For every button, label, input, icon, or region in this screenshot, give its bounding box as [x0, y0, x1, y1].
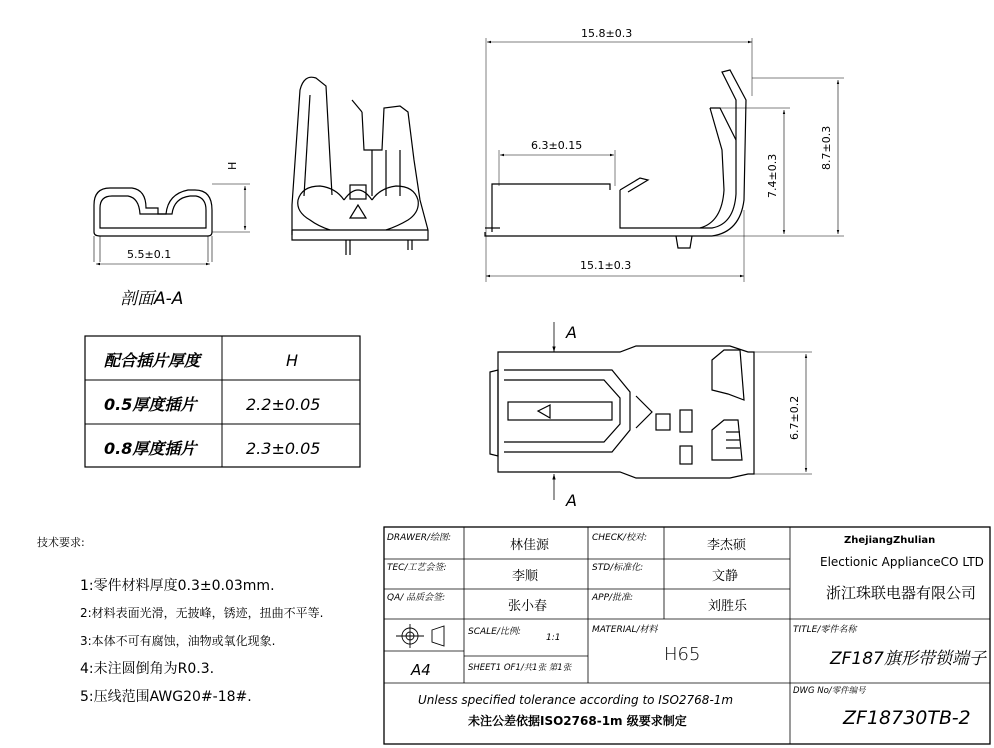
title-value: ZF187旗形带锁端子 [830, 649, 986, 669]
requirement-item-3: 3:本体不可有腐蚀，油物或氧化现象. [80, 634, 276, 648]
tec-label: TEC/工艺会签: [387, 563, 447, 573]
std-value: 文静 [712, 569, 739, 584]
requirements-title: 技术要求: [37, 536, 85, 549]
table-header-mating: 配合插片厚度 [104, 351, 201, 370]
sheet-label: SHEET1 OF1/共1张 第1张 [468, 663, 572, 673]
technical-requirements [37, 535, 324, 705]
table-row-1-label: 0.5厚度插片 [104, 395, 197, 414]
requirement-item-4: 4:未注圆倒角为R0.3. [80, 661, 215, 677]
section-marker-bottom: A [566, 491, 577, 510]
overall-length-dim: 15.8±0.3 [581, 27, 633, 40]
paper-size: A4 [411, 661, 431, 679]
title-label: TITLE/零件名称 [793, 625, 857, 635]
projection-symbol-icon [396, 624, 444, 648]
material-label: MATERIAL/材料 [592, 625, 658, 635]
section-height-label: H [226, 161, 239, 170]
scale-value: 1:1 [546, 633, 561, 643]
requirement-item-2: 2:材料表面光滑，无披峰，锈迹，扭曲不平等. [80, 606, 324, 620]
section-label: 剖面A-A [120, 289, 184, 309]
app-label: APP/批准: [592, 593, 634, 603]
qa-value: 张小春 [508, 599, 548, 614]
table-row-1-value: 2.2±0.05 [246, 395, 321, 414]
plan-view [490, 346, 754, 478]
qa-label: QA/ 品质会签: [387, 593, 446, 603]
table-row-2-label: 0.8厚度插片 [104, 439, 197, 458]
drawer-value: 林佳源 [510, 538, 550, 553]
table-row-2-value: 2.3±0.05 [246, 439, 321, 458]
tolerance-cn: 未注公差依据ISO2768-1m 级要求制定 [468, 714, 687, 728]
front-end-view [292, 77, 428, 255]
dwg-label: DWG No/零件编号 [793, 686, 866, 696]
plan-width-dim: 6.7±0.2 [788, 395, 801, 440]
inner-length-dim: 6.3±0.15 [531, 139, 583, 152]
requirement-item-5: 5:压线范围AWG20#-18#. [80, 689, 252, 705]
requirement-item-1: 1:零件材料厚度0.3±0.03mm. [80, 578, 275, 594]
check-label: CHECK/校对: [592, 533, 647, 543]
check-value: 李杰硕 [707, 538, 747, 553]
thickness-table [85, 336, 360, 467]
drawer-label: DRAWER/绘图: [387, 533, 452, 543]
app-value: 刘胜乐 [708, 599, 748, 614]
section-marker-top: A [566, 323, 577, 342]
company-name-en-2: Electionic ApplianceCO LTD [820, 555, 984, 569]
height-b-dim: 8.7±0.3 [820, 125, 833, 170]
section-a-a-view [94, 184, 250, 262]
side-view [485, 70, 746, 248]
base-length-dim: 15.1±0.3 [580, 259, 632, 272]
std-label: STD/标准化: [592, 563, 644, 573]
section-width-dim: 5.5±0.1 [127, 248, 172, 261]
company-name-cn: 浙江珠联电器有限公司 [826, 584, 977, 602]
material-value: H65 [664, 644, 701, 665]
tolerance-en: Unless specified tolerance according to ISO2768-1m [418, 693, 734, 707]
scale-label: SCALE/比例: [468, 627, 521, 637]
height-a-dim: 7.4±0.3 [766, 153, 779, 198]
table-header-h: H [286, 351, 299, 370]
dwg-value: ZF18730TB-2 [843, 707, 971, 729]
tec-value: 李顺 [512, 569, 539, 584]
company-name-en-1: ZhejiangZhulian [844, 535, 936, 546]
